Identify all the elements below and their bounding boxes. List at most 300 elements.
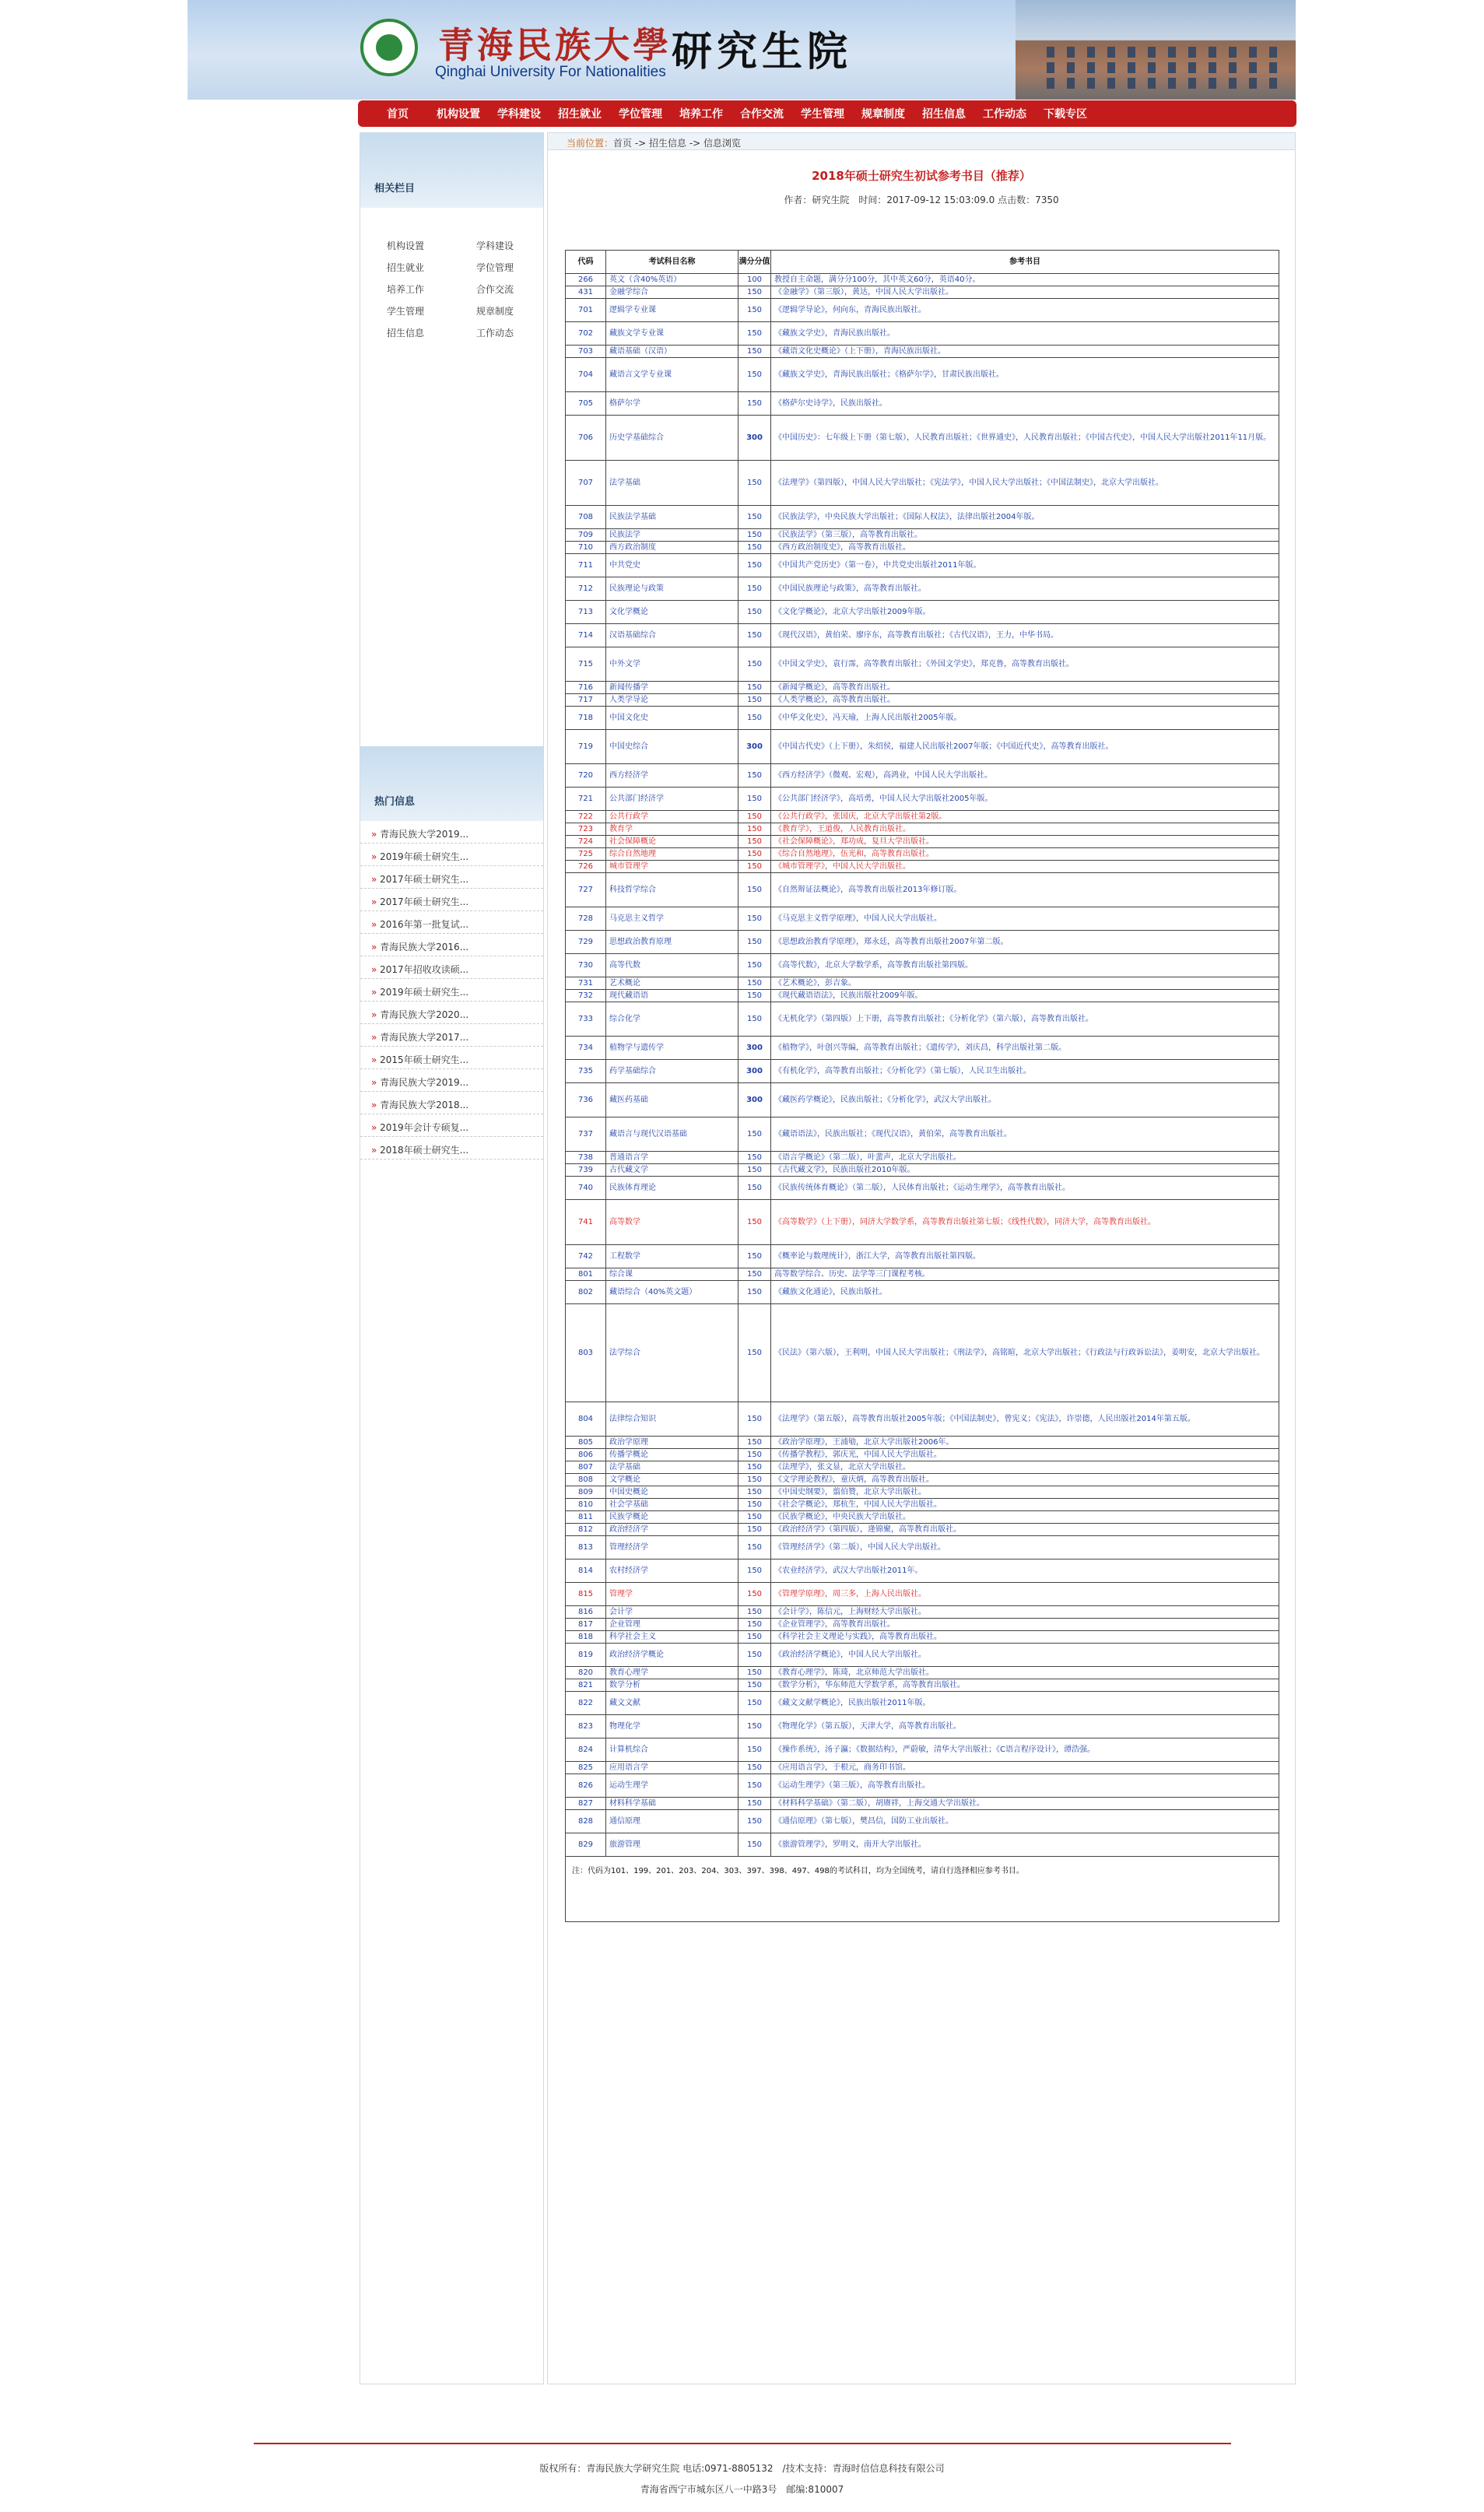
- cell-books: 《管理经济学》（第二版），中国人民大学出版社。: [771, 1536, 1279, 1559]
- cell-subject: 应用语言学: [606, 1762, 738, 1774]
- cell-books: 《中国史纲要》，翦伯赞，北京大学出版社。: [771, 1486, 1279, 1499]
- cell-subject: 新闻传播学: [606, 682, 738, 694]
- nav-item[interactable]: 首页: [387, 108, 409, 121]
- cell-score: 150: [738, 1833, 771, 1857]
- cell-score: 150: [738, 682, 771, 694]
- table-row: [566, 358, 1279, 392]
- cell-subject: 民族理论与政策: [606, 577, 738, 601]
- table-row: [566, 299, 1279, 322]
- table-row: [566, 954, 1279, 977]
- building-window: [1168, 78, 1176, 89]
- table-row: [566, 931, 1279, 954]
- table-row: [566, 1619, 1279, 1631]
- building-window: [1168, 47, 1176, 58]
- table-row: [566, 286, 1279, 299]
- cell-score: 150: [738, 954, 771, 977]
- cell-books: 《民法》（第六版），王利明，中国人民大学出版社；《刑法学》，高铭暄，北京大学出版社；《行政法与行政诉讼法》，姜明安，北京大学出版社。: [771, 1304, 1279, 1402]
- cell-code: 735: [566, 1060, 606, 1083]
- building-window: [1209, 78, 1216, 89]
- building-window: [1269, 78, 1277, 89]
- sidebar-link[interactable]: 招生信息: [387, 328, 425, 339]
- cell-code: 807: [566, 1461, 606, 1474]
- building-window: [1107, 47, 1115, 58]
- cell-books: 《概率论与数理统计》，浙江大学，高等教育出版社第四版。: [771, 1245, 1279, 1268]
- hot-news-item[interactable]: » 青海民族大学2018...: [360, 1092, 543, 1114]
- cell-subject: 社会学基础: [606, 1499, 738, 1511]
- cell-score: 150: [738, 1461, 771, 1474]
- cell-subject: 金融学综合: [606, 286, 738, 299]
- cell-code: 741: [566, 1200, 606, 1245]
- cell-score: 150: [738, 1774, 771, 1798]
- cell-subject: 西方经济学: [606, 764, 738, 788]
- cell-subject: 藏语言文学专业课: [606, 358, 738, 392]
- table-row: [566, 1200, 1279, 1245]
- cell-books: 《公共部门经济学》，高培勇，中国人民大学出版社2005年版。: [771, 788, 1279, 811]
- cell-subject: 工程数学: [606, 1245, 738, 1268]
- cell-subject: 藏医药基础: [606, 1083, 738, 1117]
- cell-code: 703: [566, 346, 606, 358]
- table-row: [566, 1245, 1279, 1268]
- hot-news-item[interactable]: » 2017年硕士研究生...: [360, 889, 543, 911]
- nav-item[interactable]: 学科建设: [497, 108, 541, 121]
- building-window: [1209, 47, 1216, 58]
- building-window: [1148, 62, 1156, 73]
- cell-subject: 古代藏文学: [606, 1164, 738, 1177]
- table-header-row: [566, 251, 1279, 274]
- hot-news-item[interactable]: » 青海民族大学2019...: [360, 821, 543, 844]
- cell-code: 813: [566, 1536, 606, 1559]
- cell-score: 150: [738, 1164, 771, 1177]
- cell-code: 722: [566, 811, 606, 823]
- cell-score: 150: [738, 1738, 771, 1762]
- building-window: [1269, 47, 1277, 58]
- cell-code: 803: [566, 1304, 606, 1402]
- cell-score: 150: [738, 358, 771, 392]
- cell-subject: 普通语言学: [606, 1152, 738, 1164]
- cell-code: 812: [566, 1524, 606, 1536]
- cell-score: 150: [738, 1762, 771, 1774]
- cell-score: 150: [738, 1715, 771, 1738]
- table-row: [566, 823, 1279, 836]
- cell-code: 723: [566, 823, 606, 836]
- table-row: [566, 601, 1279, 624]
- sidebar-title: 相关栏目: [374, 183, 416, 195]
- header-subject: 考试科目名称: [606, 251, 738, 274]
- cell-score: 150: [738, 299, 771, 322]
- cell-subject: 高等数学: [606, 1200, 738, 1245]
- cell-books: 《中国文学史》，袁行霈，高等教育出版社；《外国文学史》，郑克鲁，高等教育出版社。: [771, 647, 1279, 682]
- hot-news-item[interactable]: » 2015年硕士研究生...: [360, 1047, 543, 1069]
- building-window: [1107, 78, 1115, 89]
- table-row: [566, 1583, 1279, 1606]
- main-content: [547, 132, 1296, 2384]
- cell-code: 824: [566, 1738, 606, 1762]
- cell-subject: 中国史概论: [606, 1486, 738, 1499]
- cell-score: 150: [738, 1679, 771, 1692]
- cell-score: 150: [738, 624, 771, 647]
- cell-code: 710: [566, 542, 606, 554]
- cell-code: 829: [566, 1833, 606, 1857]
- cell-code: 820: [566, 1667, 606, 1679]
- nav-item[interactable]: 下载专区: [1044, 108, 1087, 121]
- cell-books: 《藏医药学概论》，民族出版社；《分析化学》，武汉大学出版社。: [771, 1083, 1279, 1117]
- cell-subject: 通信原理: [606, 1810, 738, 1833]
- cell-code: 713: [566, 601, 606, 624]
- building-window: [1229, 62, 1237, 73]
- cell-books: 《藏语语法》，民族出版社；《现代汉语》，黄伯荣，高等教育出版社。: [771, 1117, 1279, 1152]
- cell-score: 150: [738, 848, 771, 861]
- hot-news-item[interactable]: » 2019年会计专硕复...: [360, 1114, 543, 1137]
- cell-subject: 城市管理学: [606, 861, 738, 873]
- cell-score: 150: [738, 811, 771, 823]
- cell-books: 《企业管理学》，高等教育出版社。: [771, 1619, 1279, 1631]
- sidebar-link[interactable]: 工作动态: [476, 328, 514, 339]
- cell-score: 150: [738, 990, 771, 1002]
- hot-news-item[interactable]: » 2019年硕士研究生...: [360, 979, 543, 1002]
- table-row: [566, 1486, 1279, 1499]
- table-row: [566, 1536, 1279, 1559]
- cell-score: 150: [738, 1281, 771, 1304]
- cell-score: 150: [738, 1631, 771, 1644]
- cell-score: 150: [738, 977, 771, 990]
- cell-books: 《社会保障概论》，郑功成，复旦大学出版社。: [771, 836, 1279, 848]
- sidebar-link[interactable]: 规章制度: [476, 306, 514, 317]
- cell-books: 《植物学》，叶创兴等编，高等教育出版社；《遗传学》，刘庆昌，科学出版社第二版。: [771, 1037, 1279, 1060]
- cell-score: 150: [738, 823, 771, 836]
- cell-subject: 科技哲学综合: [606, 873, 738, 907]
- cell-score: 150: [738, 1536, 771, 1559]
- cell-books: 《政治学原理》，王浦劬，北京大学出版社2006年。: [771, 1437, 1279, 1449]
- cell-books: 《旅游管理学》，罗明义，南开大学出版社。: [771, 1833, 1279, 1857]
- cell-subject: 西方政治制度: [606, 542, 738, 554]
- table-row: [566, 707, 1279, 730]
- cell-books: 《中国共产党历史》（第一卷），中共党史出版社2011年版。: [771, 554, 1279, 577]
- hot-news-item[interactable]: » 青海民族大学2016...: [360, 934, 543, 956]
- cell-subject: 中国文化史: [606, 707, 738, 730]
- cell-books: 《法理学》，张文显，北京大学出版社。: [771, 1461, 1279, 1474]
- nav-item[interactable]: 培养工作: [679, 108, 723, 121]
- nav-item[interactable]: 学位管理: [619, 108, 662, 121]
- sidebar-header: [360, 133, 543, 208]
- cell-score: 150: [738, 506, 771, 529]
- nav-item[interactable]: 工作动态: [983, 108, 1026, 121]
- cell-subject: 材料科学基础: [606, 1798, 738, 1810]
- cell-subject: 政治经济学: [606, 1524, 738, 1536]
- cell-code: 808: [566, 1474, 606, 1486]
- table-row: [566, 1644, 1279, 1667]
- cell-subject: 计算机综合: [606, 1738, 738, 1762]
- cell-code: 716: [566, 682, 606, 694]
- table-row: [566, 461, 1279, 506]
- cell-subject: 艺术概论: [606, 977, 738, 990]
- table-row: [566, 1559, 1279, 1583]
- building-window: [1249, 47, 1257, 58]
- cell-score: 150: [738, 1559, 771, 1583]
- table-row: [566, 1631, 1279, 1644]
- table-row: [566, 1833, 1279, 1857]
- cell-books: 《物理化学》（第五版），天津大学，高等教育出版社。: [771, 1715, 1279, 1738]
- cell-books: 《中国历史》：七年级上下册（第七版），人民教育出版社；《世界通史》，人民教育出版社；《中国古代史》，中国人民大学出版社2011年11月版。: [771, 416, 1279, 461]
- cell-subject: 科学社会主义: [606, 1631, 738, 1644]
- table-row: [566, 730, 1279, 764]
- table-row: [566, 682, 1279, 694]
- cell-books: 《中国古代史》（上下册），朱绍侯，福建人民出版社2007年版；《中国近代史》，高等教育出版社。: [771, 730, 1279, 764]
- cell-score: 150: [738, 1268, 771, 1281]
- cell-subject: 法学基础: [606, 461, 738, 506]
- cell-score: 300: [738, 1060, 771, 1083]
- cell-subject: 现代藏语语: [606, 990, 738, 1002]
- building-window: [1128, 78, 1135, 89]
- nav-item[interactable]: 机构设置: [437, 108, 480, 121]
- cell-subject: 综合自然地理: [606, 848, 738, 861]
- cell-score: 150: [738, 346, 771, 358]
- cell-code: 728: [566, 907, 606, 931]
- cell-score: 300: [738, 730, 771, 764]
- cell-code: 811: [566, 1511, 606, 1524]
- cell-subject: 数学分析: [606, 1679, 738, 1692]
- sidebar-link[interactable]: 培养工作: [387, 284, 425, 295]
- table-row: [566, 274, 1279, 286]
- cell-code: 737: [566, 1117, 606, 1152]
- cell-subject: 教育学: [606, 823, 738, 836]
- hot-news-item[interactable]: » 2017年招收攻读硕...: [360, 956, 543, 979]
- cell-code: 717: [566, 694, 606, 707]
- sidebar-link[interactable]: 学生管理: [387, 306, 425, 317]
- table-row: [566, 788, 1279, 811]
- cell-books: 《逻辑学导论》，何向东，青海民族出版社。: [771, 299, 1279, 322]
- cell-books: 《社会学概论》，郑杭生，中国人民大学出版社。: [771, 1499, 1279, 1511]
- cell-subject: 综合课: [606, 1268, 738, 1281]
- cell-score: 150: [738, 1152, 771, 1164]
- cell-books: 《民族法学》（第三版），高等教育出版社。: [771, 529, 1279, 542]
- cell-code: 734: [566, 1037, 606, 1060]
- breadcrumb-label: 当前位置：: [567, 138, 614, 149]
- building-window: [1087, 78, 1095, 89]
- cell-code: 814: [566, 1559, 606, 1583]
- cell-subject: 中外文学: [606, 647, 738, 682]
- cell-subject: 药学基础综合: [606, 1060, 738, 1083]
- reference-book-table: [565, 250, 1279, 1857]
- cell-score: 150: [738, 1449, 771, 1461]
- cell-score: 100: [738, 274, 771, 286]
- building-window: [1168, 62, 1176, 73]
- building-window: [1067, 78, 1075, 89]
- cell-code: 742: [566, 1245, 606, 1268]
- cell-subject: 民族法学: [606, 529, 738, 542]
- table-row: [566, 1117, 1279, 1152]
- cell-score: 150: [738, 1619, 771, 1631]
- cell-code: 738: [566, 1152, 606, 1164]
- header-banner: [188, 0, 1296, 100]
- cell-score: 150: [738, 707, 771, 730]
- table-row: [566, 1402, 1279, 1437]
- cell-code: 821: [566, 1679, 606, 1692]
- cell-books: 《藏语文化史概论》（上下册），青海民族出版社。: [771, 346, 1279, 358]
- table-row: [566, 1437, 1279, 1449]
- cell-code: 431: [566, 286, 606, 299]
- cell-subject: 会计学: [606, 1606, 738, 1619]
- sidebar-link[interactable]: 学位管理: [476, 262, 514, 273]
- cell-code: 732: [566, 990, 606, 1002]
- cell-books: 高等数学综合、历史、法学等三门课程考核。: [771, 1268, 1279, 1281]
- cell-subject: 藏族文学专业课: [606, 322, 738, 346]
- cell-code: 702: [566, 322, 606, 346]
- cell-subject: 文学概论: [606, 1474, 738, 1486]
- cell-books: 《现代汉语》，黄伯荣、廖序东，高等教育出版社；《古代汉语》，王力，中华书局。: [771, 624, 1279, 647]
- cell-subject: 民族学概论: [606, 1511, 738, 1524]
- table-row: [566, 1268, 1279, 1281]
- table-row: [566, 1692, 1279, 1715]
- cell-code: 806: [566, 1449, 606, 1461]
- cell-books: 《法理学》（第五版），高等教育出版社2005年版；《中国法制史》，曾宪义；《宪法》，许崇德，人民出版社2014年第五版。: [771, 1402, 1279, 1437]
- cell-subject: 汉语基础综合: [606, 624, 738, 647]
- table-row: [566, 624, 1279, 647]
- cell-books: 《会计学》，陈信元，上海财经大学出版社。: [771, 1606, 1279, 1619]
- cell-subject: 中共党史: [606, 554, 738, 577]
- table-row: [566, 1774, 1279, 1798]
- cell-score: 150: [738, 1117, 771, 1152]
- cell-subject: 植物学与遗传学: [606, 1037, 738, 1060]
- table-row: [566, 322, 1279, 346]
- cell-code: 809: [566, 1486, 606, 1499]
- cell-score: 150: [738, 764, 771, 788]
- table-row: [566, 1164, 1279, 1177]
- table-row: [566, 1037, 1279, 1060]
- cell-subject: 马克思主义哲学: [606, 907, 738, 931]
- cell-code: 802: [566, 1281, 606, 1304]
- cell-code: 826: [566, 1774, 606, 1798]
- hot-news-item[interactable]: » 2016年第一批复试...: [360, 911, 543, 934]
- cell-books: 《民族学概论》，中央民族大学出版社。: [771, 1511, 1279, 1524]
- main-nav: [358, 100, 1296, 127]
- cell-score: 150: [738, 577, 771, 601]
- cell-books: 《藏族文学史》，青海民族出版社；《格萨尔学》，甘肃民族出版社。: [771, 358, 1279, 392]
- cell-code: 709: [566, 529, 606, 542]
- table-row: [566, 1177, 1279, 1200]
- cell-books: 《操作系统》，汤子瀛；《数据结构》，严蔚敏，清华大学出版社；《C语言程序设计》，谭浩强。: [771, 1738, 1279, 1762]
- left-sidebar: [360, 132, 544, 2384]
- cell-code: 707: [566, 461, 606, 506]
- cell-code: 731: [566, 977, 606, 990]
- cell-code: 805: [566, 1437, 606, 1449]
- cell-code: 718: [566, 707, 606, 730]
- cell-books: 《公共行政学》，张国庆，北京大学出版社第2版。: [771, 811, 1279, 823]
- hot-news-item[interactable]: » 2019年硕士研究生...: [360, 844, 543, 866]
- header-books: 参考书目: [771, 251, 1279, 274]
- nav-item[interactable]: 规章制度: [861, 108, 905, 121]
- hot-news-item[interactable]: » 青海民族大学2017...: [360, 1024, 543, 1047]
- sidebar-link[interactable]: 合作交流: [476, 284, 514, 295]
- hot-news-list: [360, 821, 543, 1160]
- cell-subject: 中国史综合: [606, 730, 738, 764]
- cell-books: 《西方政治制度史》，高等教育出版社。: [771, 542, 1279, 554]
- cell-books: 《管理学原理》，周三多，上海人民出版社。: [771, 1583, 1279, 1606]
- footer-address: 青海省西宁市城东区八一中路3号 邮编:810007: [640, 2484, 844, 2495]
- cell-score: 150: [738, 1583, 771, 1606]
- cell-books: 《西方经济学》（微观、宏观），高鸿业，中国人民大学出版社。: [771, 764, 1279, 788]
- table-row: [566, 1762, 1279, 1774]
- building-window: [1188, 62, 1196, 73]
- cell-books: 《格萨尔史诗学》，民族出版社。: [771, 392, 1279, 416]
- cell-score: 150: [738, 1486, 771, 1499]
- cell-books: 《古代藏文学》，民族出版社2010年版。: [771, 1164, 1279, 1177]
- cell-books: 教授自主命题，满分分100分，其中英文60分，英语40分。: [771, 274, 1279, 286]
- cell-code: 828: [566, 1810, 606, 1833]
- cell-score: 150: [738, 1810, 771, 1833]
- cell-code: 724: [566, 836, 606, 848]
- cell-books: 《传播学教程》，郭庆光，中国人民大学出版社。: [771, 1449, 1279, 1461]
- cell-books: 《材料科学基础》（第二版），胡赓祥，上海交通大学出版社。: [771, 1798, 1279, 1810]
- building-window: [1188, 78, 1196, 89]
- building-window: [1148, 78, 1156, 89]
- hot-news-item[interactable]: » 青海民族大学2020...: [360, 1002, 543, 1024]
- cell-books: 《中华文化史》，冯天瑜，上海人民出版社2005年版。: [771, 707, 1279, 730]
- nav-item[interactable]: 学生管理: [801, 108, 844, 121]
- cell-score: 150: [738, 931, 771, 954]
- cell-score: 150: [738, 322, 771, 346]
- hot-news-item[interactable]: » 2018年硕士研究生...: [360, 1137, 543, 1160]
- hot-news-item[interactable]: » 2017年硕士研究生...: [360, 866, 543, 889]
- nav-item[interactable]: 招生就业: [558, 108, 602, 121]
- building-window: [1047, 47, 1054, 58]
- table-row: [566, 907, 1279, 931]
- cell-code: 810: [566, 1499, 606, 1511]
- table-row: [566, 1511, 1279, 1524]
- table-row: [566, 861, 1279, 873]
- table-row: [566, 1002, 1279, 1037]
- cell-score: 150: [738, 1402, 771, 1437]
- cell-books: 《语言学概论》（第二版），叶蜚声，北京大学出版社。: [771, 1152, 1279, 1164]
- cell-subject: 人类学导论: [606, 694, 738, 707]
- cell-books: 《法理学》（第四版），中国人民大学出版社；《宪法学》，中国人民大学出版社；《中国法制史》，北京大学出版社。: [771, 461, 1279, 506]
- table-row: [566, 1499, 1279, 1511]
- cell-code: 816: [566, 1606, 606, 1619]
- cell-books: 《新闻学概论》，高等教育出版社。: [771, 682, 1279, 694]
- cell-code: 730: [566, 954, 606, 977]
- cell-code: 719: [566, 730, 606, 764]
- table-row: [566, 346, 1279, 358]
- school-name-cn: 青海民族大學: [438, 24, 672, 66]
- cell-subject: 法学综合: [606, 1304, 738, 1402]
- cell-subject: 历史学基础综合: [606, 416, 738, 461]
- cell-subject: 管理学: [606, 1583, 738, 1606]
- hot-news-title: 热门信息: [374, 796, 416, 808]
- cell-code: 818: [566, 1631, 606, 1644]
- sidebar-link[interactable]: 机构设置: [387, 240, 425, 251]
- nav-item[interactable]: 合作交流: [740, 108, 784, 121]
- cell-score: 300: [738, 416, 771, 461]
- cell-score: 150: [738, 647, 771, 682]
- sidebar-link[interactable]: 招生就业: [387, 262, 425, 273]
- cell-subject: 政治经济学概论: [606, 1644, 738, 1667]
- building-window: [1128, 47, 1135, 58]
- cell-score: 150: [738, 907, 771, 931]
- cell-code: 729: [566, 931, 606, 954]
- cell-subject: 传播学概论: [606, 1449, 738, 1461]
- cell-subject: 教育心理学: [606, 1667, 738, 1679]
- hot-news-item[interactable]: » 青海民族大学2019...: [360, 1069, 543, 1092]
- cell-books: 《文化学概论》，北京大学出版社2009年版。: [771, 601, 1279, 624]
- cell-subject: 公共部门经济学: [606, 788, 738, 811]
- cell-score: 300: [738, 1083, 771, 1117]
- sidebar-link[interactable]: 学科建设: [476, 240, 514, 251]
- cell-books: 《现代藏语语法》，民族出版社2009年版。: [771, 990, 1279, 1002]
- building-window: [1067, 62, 1075, 73]
- cell-books: 《政治经济学概论》，中国人民大学出版社。: [771, 1644, 1279, 1667]
- cell-subject: 格萨尔学: [606, 392, 738, 416]
- cell-code: 823: [566, 1715, 606, 1738]
- nav-item[interactable]: 招生信息: [922, 108, 966, 121]
